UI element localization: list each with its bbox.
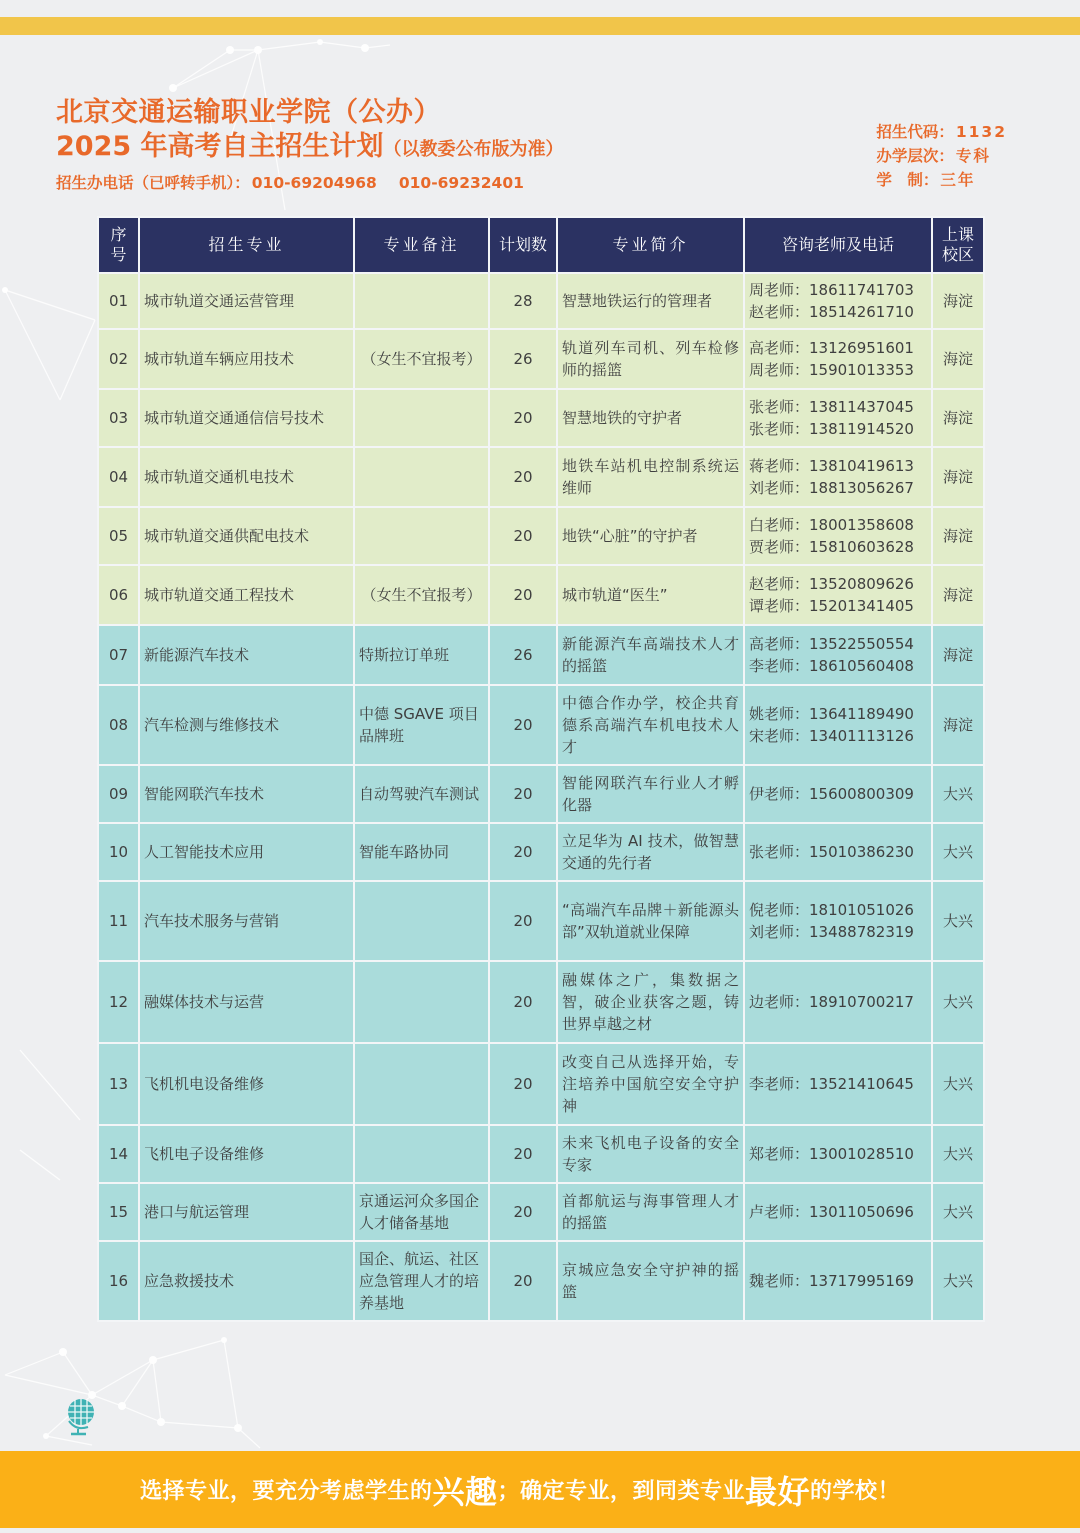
plan-title-main: 2025 年高考自主招生计划 [56, 131, 384, 162]
cell-note: 智能车路协同 [354, 823, 489, 881]
cell-major: 城市轨道交通通信信号技术 [139, 389, 354, 447]
enrollment-meta [876, 120, 1007, 192]
contact-line: 伊老师：15600800309 [749, 785, 914, 803]
cell-index: 07 [98, 625, 139, 685]
cell-index: 02 [98, 329, 139, 389]
plan-title [56, 130, 564, 167]
cell-contacts [744, 329, 932, 389]
cell-plan-count: 20 [489, 1043, 557, 1125]
col-header-campus: 上课校区 [932, 217, 984, 273]
table-row [98, 961, 984, 1043]
col-header-major: 招生专业 [139, 217, 354, 273]
cell-note: 京通运河众多国企人才储备基地 [354, 1183, 489, 1241]
slogan-part-3: 的学校！ [810, 1479, 901, 1504]
meta-level-value: 专科 [955, 147, 991, 165]
cell-note [354, 881, 489, 961]
contact-line: 宋老师：13401113126 [749, 727, 914, 745]
cell-intro: 立足华为 AI 技术，做智慧交通的先行者 [557, 823, 744, 881]
phone-number-2: 010-69232401 [398, 174, 524, 192]
meta-level-label: 办学层次： [876, 147, 954, 165]
page-header [56, 96, 564, 193]
contact-line: 高老师：13126951601 [749, 339, 914, 357]
slogan-emphasis-best: 最好 [745, 1472, 811, 1511]
cell-campus: 大兴 [932, 765, 984, 823]
phone-label: 招生办电话（已呼转手机）： [56, 174, 250, 192]
table-row [98, 389, 984, 447]
cell-index: 01 [98, 273, 139, 329]
cell-major: 智能网联汽车技术 [139, 765, 354, 823]
contact-line: 蒋老师：13810419613 [749, 457, 914, 475]
slogan-part-1: 选择专业，要充分考虑学生的 [139, 1479, 433, 1504]
table-row [98, 685, 984, 765]
cell-intro: 地铁车站机电控制系统运维师 [557, 447, 744, 507]
cell-plan-count: 20 [489, 765, 557, 823]
phone-number-1: 010-69204968 [251, 174, 377, 192]
contact-line: 李老师：13521410645 [749, 1075, 914, 1093]
cell-major: 融媒体技术与运营 [139, 961, 354, 1043]
contact-line: 张老师：13811437045 [749, 398, 914, 416]
cell-index: 04 [98, 447, 139, 507]
cell-major: 人工智能技术应用 [139, 823, 354, 881]
cell-contacts [744, 1241, 932, 1321]
table-row [98, 765, 984, 823]
cell-major: 飞机机电设备维修 [139, 1043, 354, 1125]
cell-contacts [744, 1125, 932, 1183]
cell-contacts [744, 765, 932, 823]
contact-line: 赵老师：13520809626 [749, 575, 914, 593]
table-row [98, 565, 984, 625]
cell-index: 14 [98, 1125, 139, 1183]
meta-code-value: 1132 [955, 123, 1007, 141]
cell-intro: 智能网联汽车行业人才孵化器 [557, 765, 744, 823]
cell-index: 05 [98, 507, 139, 565]
cell-contacts [744, 1183, 932, 1241]
col-header-intro: 专业简介 [557, 217, 744, 273]
cell-plan-count: 20 [489, 685, 557, 765]
cell-note: 中德 SGAVE 项目品牌班 [354, 685, 489, 765]
meta-code-label: 招生代码： [876, 123, 954, 141]
contact-line: 边老师：18910700217 [749, 993, 914, 1011]
slogan-emphasis-interest: 兴趣 [432, 1472, 498, 1511]
cell-campus: 海淀 [932, 625, 984, 685]
cell-campus: 海淀 [932, 685, 984, 765]
enrollment-plan-table [97, 216, 985, 1322]
contact-line: 刘老师：13488782319 [749, 923, 914, 941]
table-row [98, 447, 984, 507]
cell-intro: 首都航运与海事管理人才的摇篮 [557, 1183, 744, 1241]
cell-intro: 智慧地铁运行的管理者 [557, 273, 744, 329]
cell-campus: 海淀 [932, 447, 984, 507]
meta-level [876, 144, 1007, 168]
cell-note: 自动驾驶汽车测试 [354, 765, 489, 823]
contact-line: 周老师：15901013353 [749, 361, 914, 379]
cell-plan-count: 26 [489, 625, 557, 685]
contact-line: 李老师：18610560408 [749, 657, 914, 675]
cell-plan-count: 20 [489, 1241, 557, 1321]
col-header-index: 序号 [98, 217, 139, 273]
cell-intro: 融媒体之广，集数据之智，破企业获客之题，铸世界卓越之材 [557, 961, 744, 1043]
cell-campus: 海淀 [932, 565, 984, 625]
cell-major: 飞机电子设备维修 [139, 1125, 354, 1183]
cell-index: 11 [98, 881, 139, 961]
table-row [98, 1241, 984, 1321]
cell-major: 新能源汽车技术 [139, 625, 354, 685]
cell-intro: 改变自己从选择开始，专注培养中国航空安全守护神 [557, 1043, 744, 1125]
cell-plan-count: 26 [489, 329, 557, 389]
table-header-row [98, 217, 984, 273]
contact-line: 张老师：13811914520 [749, 420, 914, 438]
table-row [98, 1125, 984, 1183]
cell-campus: 海淀 [932, 507, 984, 565]
contact-line: 周老师：18611741703 [749, 281, 914, 299]
col-header-contact: 咨询老师及电话 [744, 217, 932, 273]
cell-intro: 地铁“心脏”的守护者 [557, 507, 744, 565]
meta-duration-value: 三年 [940, 171, 976, 189]
cell-campus: 大兴 [932, 1183, 984, 1241]
cell-plan-count: 20 [489, 1183, 557, 1241]
table-row [98, 625, 984, 685]
cell-major: 港口与航运管理 [139, 1183, 354, 1241]
cell-intro: 中德合作办学，校企共育德系高端汽车机电技术人才 [557, 685, 744, 765]
col-header-plan: 计划数 [489, 217, 557, 273]
cell-campus: 海淀 [932, 329, 984, 389]
cell-note: 特斯拉订单班 [354, 625, 489, 685]
contact-line: 姚老师：13641189490 [749, 705, 914, 723]
plan-title-note: （以教委公布版为准） [383, 139, 564, 160]
cell-plan-count: 20 [489, 1125, 557, 1183]
cell-contacts [744, 1043, 932, 1125]
contact-line: 高老师：13522550554 [749, 635, 914, 653]
cell-campus: 海淀 [932, 273, 984, 329]
contact-line: 卢老师：13011050696 [749, 1203, 914, 1221]
cell-campus: 海淀 [932, 389, 984, 447]
meta-duration-label: 学 制： [876, 171, 939, 189]
cell-contacts [744, 961, 932, 1043]
cell-contacts [744, 823, 932, 881]
admissions-phone [56, 171, 564, 193]
cell-major: 城市轨道交通机电技术 [139, 447, 354, 507]
cell-major: 汽车技术服务与营销 [139, 881, 354, 961]
cell-plan-count: 20 [489, 823, 557, 881]
cell-intro: 智慧地铁的守护者 [557, 389, 744, 447]
college-title: 北京交通运输职业学院（公办） [56, 97, 441, 128]
contact-line: 魏老师：13717995169 [749, 1272, 914, 1290]
cell-campus: 大兴 [932, 823, 984, 881]
cell-note: （女生不宜报考） [354, 329, 489, 389]
contact-line: 贾老师：15810603628 [749, 538, 914, 556]
cell-major: 城市轨道交通供配电技术 [139, 507, 354, 565]
cell-index: 13 [98, 1043, 139, 1125]
meta-code [876, 120, 1007, 144]
cell-plan-count: 20 [489, 565, 557, 625]
cell-note [354, 1043, 489, 1125]
cell-note [354, 447, 489, 507]
contact-line: 张老师：15010386230 [749, 843, 914, 861]
cell-major: 汽车检测与维修技术 [139, 685, 354, 765]
cell-intro: 轨道列车司机、列车检修师的摇篮 [557, 329, 744, 389]
cell-intro: 新能源汽车高端技术人才的摇篮 [557, 625, 744, 685]
table-row [98, 329, 984, 389]
contact-line: 倪老师：18101051026 [749, 901, 914, 919]
table-row [98, 823, 984, 881]
contact-line: 谭老师：15201341405 [749, 597, 914, 615]
cell-contacts [744, 273, 932, 329]
table-row [98, 273, 984, 329]
cell-index: 08 [98, 685, 139, 765]
contact-line: 白老师：18001358608 [749, 516, 914, 534]
cell-note [354, 961, 489, 1043]
cell-plan-count: 20 [489, 389, 557, 447]
cell-contacts [744, 881, 932, 961]
cell-index: 10 [98, 823, 139, 881]
cell-major: 应急救援技术 [139, 1241, 354, 1321]
cell-intro: “高端汽车品牌＋新能源头部”双轨道就业保障 [557, 881, 744, 961]
cell-note [354, 273, 489, 329]
cell-major: 城市轨道交通工程技术 [139, 565, 354, 625]
cell-index: 09 [98, 765, 139, 823]
cell-note [354, 389, 489, 447]
cell-index: 16 [98, 1241, 139, 1321]
cell-campus: 大兴 [932, 961, 984, 1043]
cell-contacts [744, 507, 932, 565]
cell-intro: 京城应急安全守护神的摇篮 [557, 1241, 744, 1321]
cell-major: 城市轨道交通运营管理 [139, 273, 354, 329]
cell-plan-count: 20 [489, 507, 557, 565]
cell-contacts [744, 565, 932, 625]
cell-contacts [744, 447, 932, 507]
cell-contacts [744, 625, 932, 685]
cell-note [354, 507, 489, 565]
cell-plan-count: 28 [489, 273, 557, 329]
globe-icon [66, 1397, 96, 1437]
cell-contacts [744, 389, 932, 447]
cell-campus: 大兴 [932, 1125, 984, 1183]
cell-major: 城市轨道车辆应用技术 [139, 329, 354, 389]
contact-line: 赵老师：18514261710 [749, 303, 914, 321]
cell-index: 12 [98, 961, 139, 1043]
cell-campus: 大兴 [932, 1043, 984, 1125]
cell-note: （女生不宜报考） [354, 565, 489, 625]
table-row [98, 881, 984, 961]
slogan-banner [0, 1451, 1080, 1528]
col-header-note: 专业备注 [354, 217, 489, 273]
top-decorative-bar [0, 17, 1080, 35]
table-row [98, 507, 984, 565]
cell-note [354, 1125, 489, 1183]
cell-plan-count: 20 [489, 881, 557, 961]
slogan-part-2: ；确定专业，到同类专业 [497, 1479, 745, 1504]
contact-line: 刘老师：18813056267 [749, 479, 914, 497]
cell-note: 国企、航运、社区应急管理人才的培养基地 [354, 1241, 489, 1321]
cell-intro: 城市轨道“医生” [557, 565, 744, 625]
cell-intro: 未来飞机电子设备的安全专家 [557, 1125, 744, 1183]
cell-campus: 大兴 [932, 1241, 984, 1321]
table-row [98, 1183, 984, 1241]
contact-line: 郑老师：13001028510 [749, 1145, 914, 1163]
table-row [98, 1043, 984, 1125]
cell-plan-count: 20 [489, 961, 557, 1043]
cell-index: 15 [98, 1183, 139, 1241]
cell-contacts [744, 685, 932, 765]
cell-index: 03 [98, 389, 139, 447]
cell-plan-count: 20 [489, 447, 557, 507]
cell-index: 06 [98, 565, 139, 625]
meta-duration [876, 168, 1007, 192]
cell-campus: 大兴 [932, 881, 984, 961]
